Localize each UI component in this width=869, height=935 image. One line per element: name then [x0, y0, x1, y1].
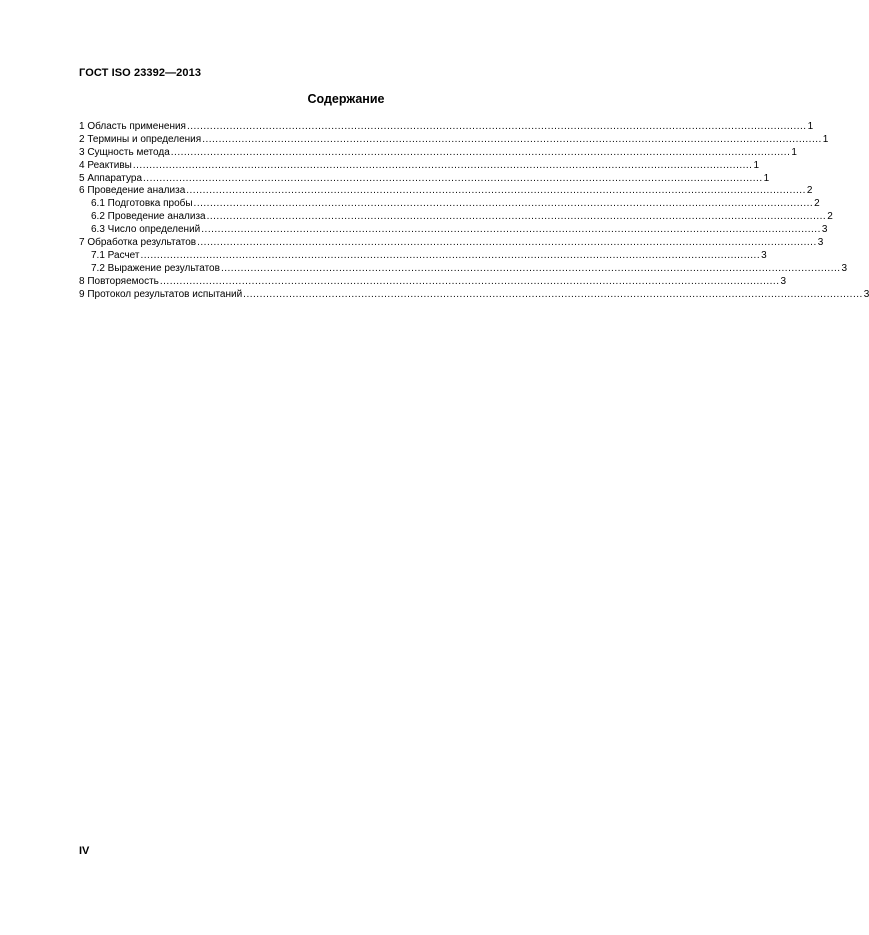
- toc-entry-page: 2: [814, 198, 820, 210]
- toc-entry[interactable]: [79, 146, 797, 160]
- toc-leader-dots: .............................................................................................................................................................................................: [140, 249, 761, 261]
- toc-leader-dots: .............................................................................................................................................................................................: [193, 198, 814, 210]
- toc-leader-dots: .............................................................................................................................................................................................: [206, 211, 827, 223]
- toc-entry-label: 7.2 Выражение результатов: [91, 262, 220, 274]
- toc-entry-page: 3: [863, 288, 869, 300]
- toc-subentry[interactable]: [79, 249, 767, 263]
- toc-entry-page: 2: [806, 185, 813, 197]
- toc-entry-label: 8 Повторяемость: [79, 275, 159, 287]
- toc-entry-label: 9 Протокол результатов испытаний: [79, 288, 243, 300]
- toc-leader-dots: .............................................................................................................................................................................................: [186, 121, 807, 132]
- toc-subentry[interactable]: [79, 198, 820, 211]
- toc-entry-page: 3: [841, 262, 848, 274]
- toc-entry-page: 1: [791, 146, 797, 158]
- toc-entry-page: 3: [761, 249, 767, 261]
- toc-entry[interactable]: [79, 121, 814, 134]
- toc-leader-dots: .............................................................................................................................................................................................: [197, 237, 817, 249]
- toc-entry-label: 6.3 Число определений: [91, 224, 201, 236]
- toc-entry-page: 3: [817, 237, 824, 249]
- toc-leader-dots: .............................................................................................................................................................................................: [170, 146, 791, 158]
- toc-leader-dots: .............................................................................................................................................................................................: [220, 262, 841, 274]
- toc-entry-label: 6.1 Подготовка пробы: [91, 198, 193, 210]
- toc-entry-page: 3: [780, 275, 787, 287]
- toc-entry-label: 5 Аппаратура: [79, 172, 143, 184]
- table-of-contents: [79, 121, 869, 301]
- toc-entry-page: 1: [822, 133, 829, 145]
- toc-entry[interactable]: [79, 185, 813, 198]
- toc-leader-dots: .............................................................................................................................................................................................: [143, 172, 763, 184]
- toc-entry-label: 6 Проведение анализа: [79, 185, 186, 197]
- toc-subentry[interactable]: [79, 211, 833, 224]
- toc-entry[interactable]: [79, 133, 829, 147]
- toc-entry-page: 1: [753, 159, 760, 171]
- toc-entry[interactable]: [79, 288, 869, 302]
- toc-leader-dots: .............................................................................................................................................................................................: [159, 275, 780, 287]
- toc-leader-dots: .............................................................................................................................................................................................: [243, 288, 863, 300]
- toc-entry-label: 3 Сущность метода: [79, 146, 170, 158]
- document-code: ГОСТ ISO 23392—2013: [79, 67, 202, 79]
- toc-title: Содержание: [307, 92, 385, 106]
- toc-entry-page: 1: [807, 121, 814, 132]
- toc-entry-label: 1 Область применения: [79, 121, 186, 132]
- toc-entry[interactable]: [79, 275, 787, 289]
- toc-entry-label: 6.2 Проведение анализа: [91, 211, 206, 223]
- toc-entry-label: 7.1 Расчет: [91, 249, 140, 261]
- toc-entry[interactable]: [79, 237, 824, 250]
- toc-leader-dots: .............................................................................................................................................................................................: [202, 133, 822, 145]
- page-number: IV: [79, 845, 90, 857]
- toc-entry-page: 3: [821, 224, 828, 236]
- toc-entry-page: 1: [763, 172, 770, 184]
- toc-entry[interactable]: [79, 159, 760, 173]
- toc-leader-dots: .............................................................................................................................................................................................: [132, 159, 753, 171]
- toc-leader-dots: .............................................................................................................................................................................................: [201, 224, 821, 236]
- toc-entry-label: 7 Обработка результатов: [79, 237, 197, 249]
- toc-subentry[interactable]: [79, 262, 848, 276]
- toc-leader-dots: .............................................................................................................................................................................................: [186, 185, 806, 197]
- toc-subentry[interactable]: [79, 224, 828, 237]
- toc-entry-label: 2 Термины и определения: [79, 133, 202, 145]
- toc-entry-label: 4 Реактивы: [79, 159, 132, 171]
- toc-entry-page: 2: [827, 211, 833, 223]
- toc-entry[interactable]: [79, 172, 770, 186]
